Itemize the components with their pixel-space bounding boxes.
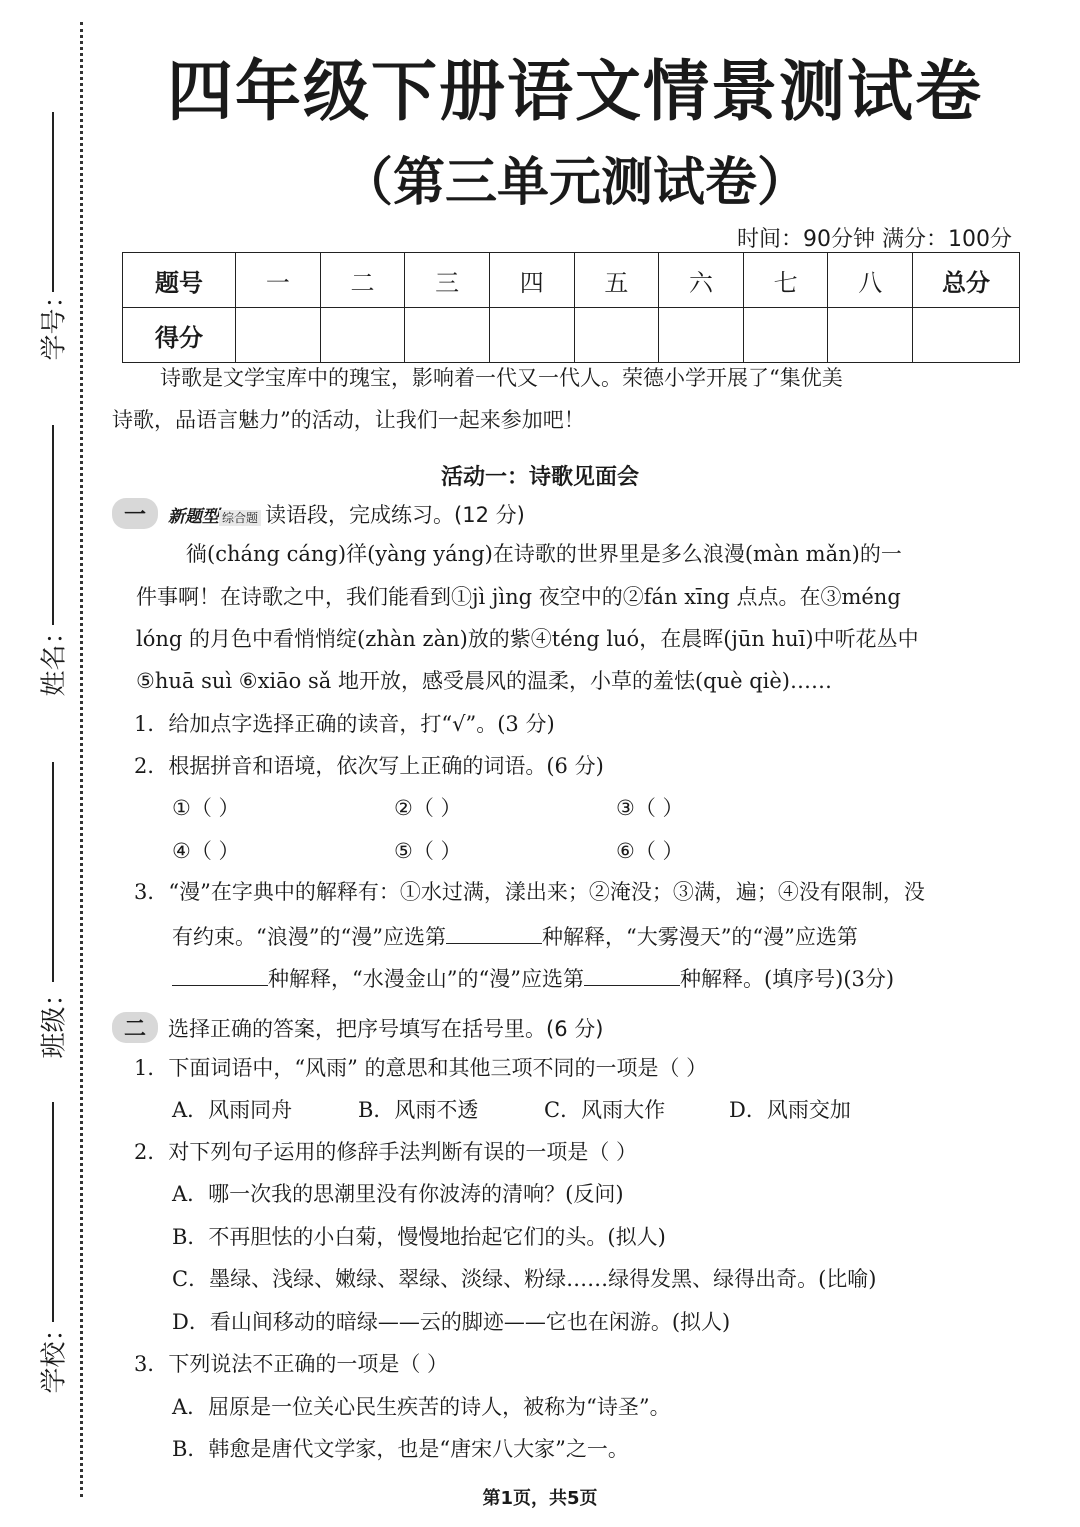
table-cell: 题号 [123, 253, 236, 308]
score-cell[interactable] [828, 308, 913, 363]
table-cell: 三 [405, 253, 490, 308]
q2-item-1: 1．下面词语中，“风雨” 的意思和其他三项不同的一项是（ ） [134, 1056, 708, 1080]
school-label: 学校： [39, 1315, 70, 1394]
score-cell[interactable] [236, 308, 321, 363]
fill-blank[interactable] [584, 967, 680, 986]
page-title: 四年级下册语文情景测试卷 [167, 53, 983, 130]
tag-text: 新题型 [168, 507, 220, 527]
table-cell: 六 [659, 253, 744, 308]
page-subtitle: （第三单元测试卷） [340, 153, 809, 213]
question-number-badge: 二 [112, 1012, 158, 1043]
passage-line-4: ⑤huā suì ⑥xiāo sǎ 地开放，感受晨风的温柔，小草的羞怯(què qiè)…… [136, 669, 833, 693]
passage-line-1: 徜(cháng cáng)徉(yàng yáng)在诗歌的世界里是多么浪漫(màn mǎn)的一 [186, 542, 902, 566]
q1-sub-3-line-3 [172, 967, 894, 990]
option: D．风雨交加 [729, 1098, 851, 1122]
passage-line-3: lóng 的月色中看悄悄绽(zhàn zàn)放的紫④téng luó，在晨晖(jūn huī)中听花丛中 [136, 627, 919, 651]
score-cell[interactable] [574, 308, 659, 363]
score-cell[interactable] [489, 308, 574, 363]
option: C．墨绿、浅绿、嫩绿、翠绿、淡绿、粉绿……绿得发黑、绿得出奇。(比喻) [172, 1267, 877, 1291]
option: B．风雨不透 [358, 1098, 479, 1122]
option: A．哪一次我的思潮里没有你波涛的清响？(反问) [172, 1182, 624, 1206]
score-table-header-row [123, 253, 1020, 308]
table-cell: 总分 [913, 253, 1020, 308]
school-line [52, 1102, 54, 1322]
table-cell: 七 [743, 253, 828, 308]
fill-blank[interactable] [172, 967, 268, 986]
question-1-text: 读语段，完成练习。(12 分) [265, 503, 525, 527]
name-label: 姓名： [39, 618, 70, 697]
intro-line-2: 诗歌，品语言魅力”的活动，让我们一起来参加吧！ [112, 408, 585, 432]
table-cell: 四 [489, 253, 574, 308]
score-cell[interactable] [913, 308, 1020, 363]
answer-blank[interactable]: ②（ ） [394, 796, 462, 820]
class-label: 班级： [39, 980, 70, 1059]
option: A．屈原是一位关心民生疾苦的诗人，被称为“诗圣”。 [172, 1395, 671, 1419]
table-cell: 一 [236, 253, 321, 308]
q1-sub-3-line-1: 3．“漫”在字典中的解释有：①水过满，漾出来；②淹没；③满，遍；④没有限制，没 [134, 880, 925, 904]
score-cell[interactable] [743, 308, 828, 363]
class-line [52, 762, 54, 982]
answer-blank[interactable]: ①（ ） [172, 796, 240, 820]
score-cell[interactable] [659, 308, 744, 363]
q1-sub-1: 1．给加点字选择正确的读音，打“√”。(3 分) [134, 712, 555, 736]
q1-sub-2: 2．根据拼音和语境，依次写上正确的词语。(6 分) [134, 754, 604, 778]
intro-line-1: 诗歌是文学宝库中的瑰宝，影响着一代又一代人。荣德小学开展了“集优美 [160, 366, 843, 390]
option: D．看山间移动的暗绿——云的脚迹——它也在闲游。(拟人) [172, 1310, 731, 1334]
question-number-badge: 一 [112, 498, 158, 529]
tag-sub: 综合题 [219, 510, 261, 526]
student-no-line [52, 112, 54, 292]
q1-sub-3-line-2 [172, 925, 858, 948]
new-type-tag [168, 502, 261, 527]
option: C．风雨大作 [544, 1098, 666, 1122]
answer-blank[interactable]: ③（ ） [616, 796, 684, 820]
score-table [122, 252, 1020, 363]
q1-sub-3-text: 种解释，“水漫金山”的“漫”应选第 [268, 967, 584, 991]
score-cell[interactable] [320, 308, 405, 363]
activity-heading: 活动一：诗歌见面会 [440, 465, 639, 490]
question-2-heading [112, 1012, 603, 1043]
fill-blank[interactable] [446, 925, 542, 944]
question-2-text: 选择正确的答案，把序号填写在括号里。(6 分) [168, 1017, 604, 1041]
answer-blank[interactable]: ⑥（ ） [616, 839, 684, 863]
option: B．不再胆怯的小白菊，慢慢地抬起它们的头。(拟人) [172, 1225, 666, 1249]
table-cell: 得分 [123, 308, 236, 363]
score-table-score-row [123, 308, 1020, 363]
q1-sub-3-text: 种解释。(填序号)(3分) [679, 967, 895, 991]
page-footer: 第1页，共5页 [482, 1488, 598, 1509]
binding-dotted-line [80, 22, 83, 1497]
score-cell[interactable] [405, 308, 490, 363]
option: A．风雨同舟 [172, 1098, 293, 1122]
q1-sub-3-text: 种解释，“大雾漫天”的“漫”应选第 [541, 925, 858, 949]
q1-sub-3-text: 有约束。“浪漫”的“漫”应选第 [172, 925, 446, 949]
name-line [52, 425, 54, 625]
option: B．韩愈是唐代文学家，也是“唐宋八大家”之一。 [172, 1437, 629, 1461]
table-cell: 二 [320, 253, 405, 308]
question-1-heading [112, 498, 525, 529]
table-cell: 五 [574, 253, 659, 308]
q2-item-3: 3．下列说法不正确的一项是（ ） [134, 1352, 449, 1376]
answer-blank[interactable]: ④（ ） [172, 839, 240, 863]
answer-blank[interactable]: ⑤（ ） [394, 839, 462, 863]
exam-meta: 时间：90分钟 满分：100分 [737, 227, 1012, 252]
table-cell: 八 [828, 253, 913, 308]
q2-item-2: 2．对下列句子运用的修辞手法判断有误的一项是（ ） [134, 1140, 638, 1164]
passage-line-2: 件事啊！在诗歌之中，我们能看到①jì jìng 夜空中的②fán xīng 点点。在③méng [136, 585, 901, 609]
student-no-label: 学号： [39, 282, 70, 361]
